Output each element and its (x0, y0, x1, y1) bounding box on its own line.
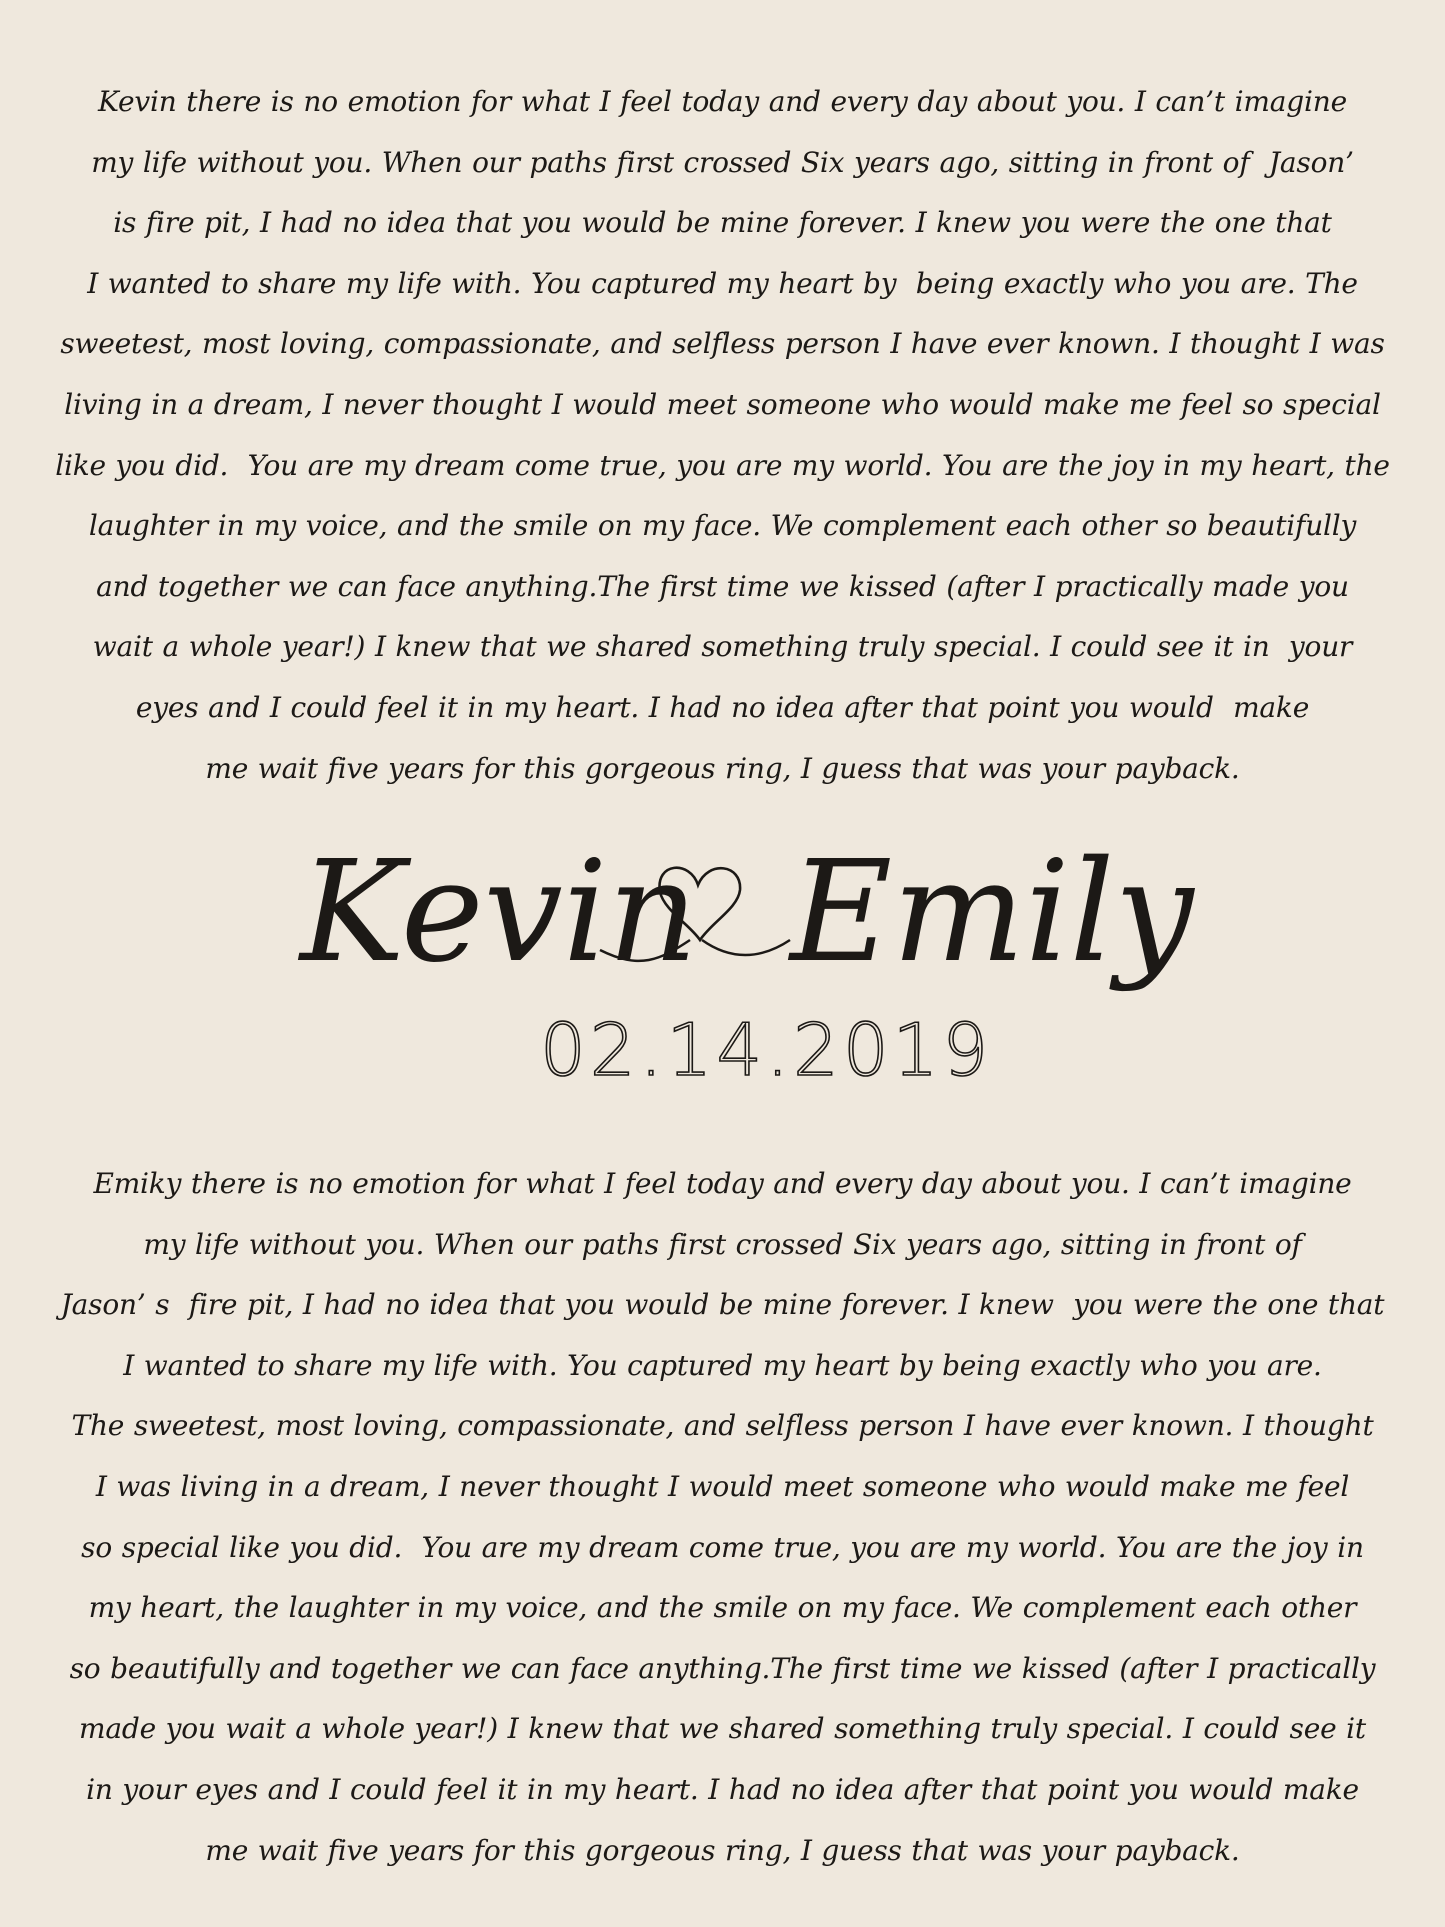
letter-line: me wait five years for this gorgeous ring, I guess that was your payback. (205, 751, 1240, 785)
letter-line: made you wait a whole year!) I knew that we shared something truly special. I could see it (79, 1712, 1366, 1746)
letter-line: like you did. You are my dream come true, you are my world. You are the joy in my heart, the (55, 448, 1390, 482)
letter-line: Kevin there is no emotion for what I feel today and every day about you. I can’t imagine (98, 85, 1347, 118)
letter-bottom (0, 1154, 1445, 1881)
letter-line: Emiky there is no emotion for what I feel today and every day about you. I can’t imagine (93, 1167, 1352, 1200)
letter-line: my life without you. When our paths first crossed Six years ago, sitting in front of (143, 1227, 1302, 1261)
letter-line: and together we can face anything.The first time we kissed (after I practically made you (96, 569, 1349, 603)
letter-top (0, 72, 1445, 799)
letter-line: my life without you. When our paths first crossed Six years ago, sitting in front of Jason’ (91, 145, 1354, 179)
letter-line: wait a whole year!) I knew that we shared something truly special. I could see it in your (92, 630, 1353, 664)
letter-line: I was living in a dream, I never thought I would meet someone who would make me feel (95, 1469, 1350, 1503)
second-name: Emily (790, 831, 1194, 994)
letter-line: I wanted to share my life with. You captured my heart by being exactly who you are. (123, 1348, 1322, 1382)
letter-line: me wait five years for this gorgeous ring, I guess that was your payback. (205, 1833, 1240, 1867)
letter-line: The sweetest, most loving, compassionate, and selfless person I have ever known. I thought (71, 1409, 1374, 1443)
letter-line: sweetest, most loving, compassionate, and selfless person I have ever known. I thought I was (60, 327, 1385, 361)
letter-line: so special like you did. You are my dream come true, you are my world. You are the joy in (81, 1530, 1364, 1564)
letter-line: Jason’ s fire pit, I had no idea that you would be mine forever. I knew you were the one that (60, 1288, 1385, 1322)
letter-line: eyes and I could feel it in my heart. I had no idea after that point you would make (135, 690, 1310, 724)
letter-line: in your eyes and I could feel it in my heart. I had no idea after that point you would make (86, 1772, 1359, 1806)
letter-line: so beautifully and together we can face anything.The first time we kissed (after I practically (69, 1651, 1376, 1685)
letter-line: my heart, the laughter in my voice, and the smile on my face. We complement each other (88, 1591, 1357, 1625)
first-name: Kevin (300, 831, 698, 994)
names-illustration (0, 790, 1445, 1090)
letter-line: living in a dream, I never thought I would meet someone who would make me feel so special (64, 387, 1381, 421)
letter-line: I wanted to share my life with. You captured my heart by being exactly who you are. The (87, 266, 1358, 300)
flourish-line (702, 940, 790, 955)
wedding-date: 02.14.2019 (540, 1008, 993, 1090)
names-and-date (0, 790, 1445, 1090)
letter-line: is fire pit, I had no idea that you would be mine forever. I knew you were the one that (113, 206, 1332, 240)
letter-line: laughter in my voice, and the smile on my face. We complement each other so beautifully (88, 509, 1357, 543)
